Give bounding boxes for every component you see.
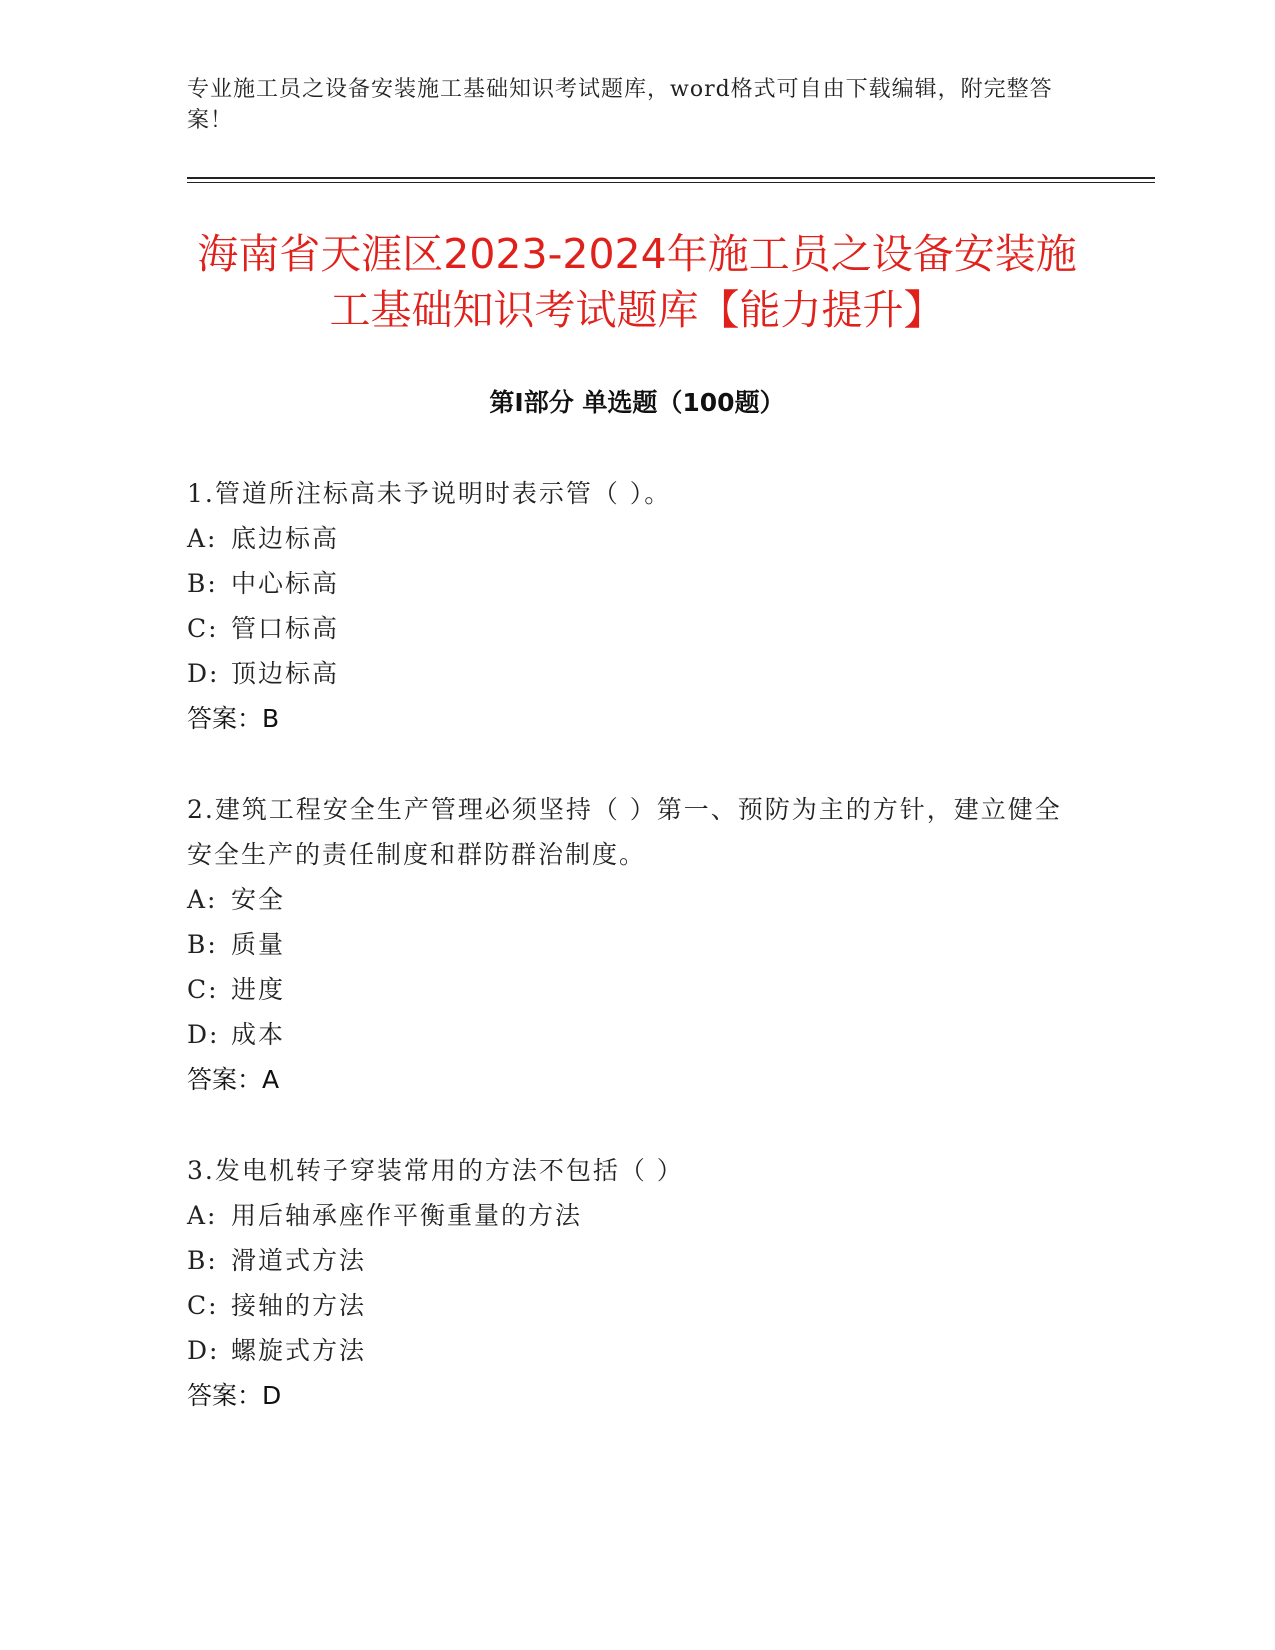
option-text: 成本	[231, 1020, 286, 1049]
question-3	[187, 1148, 1087, 1418]
option-a	[187, 516, 1087, 561]
option-letter: A:	[187, 524, 218, 553]
answer: 答案：D	[187, 1381, 282, 1410]
option-letter: C:	[187, 1291, 219, 1320]
option-text: 用后轴承座作平衡重量的方法	[231, 1201, 583, 1230]
option-text: 质量	[231, 930, 286, 959]
section-title: 第Ⅰ部分 单选题（100题）	[489, 388, 785, 417]
option-a	[187, 1193, 1087, 1238]
question-1	[187, 471, 1087, 741]
option-letter: B:	[187, 930, 218, 959]
option-text: 接轴的方法	[231, 1291, 367, 1320]
option-text: 滑道式方法	[231, 1246, 367, 1275]
answer: 答案：A	[187, 1065, 280, 1094]
option-b	[187, 1238, 1087, 1283]
option-c	[187, 1283, 1087, 1328]
option-d	[187, 651, 1087, 696]
option-d	[187, 1012, 1087, 1057]
option-c	[187, 606, 1087, 651]
option-letter: A:	[187, 1201, 218, 1230]
option-text: 螺旋式方法	[231, 1336, 367, 1365]
option-letter: D:	[187, 659, 220, 688]
header-note: 专业施工员之设备安装施工基础知识考试题库，word格式可自由下载编辑，附完整答案！	[187, 77, 1053, 133]
option-letter: D:	[187, 1336, 220, 1365]
option-b	[187, 561, 1087, 606]
answer: 答案：B	[187, 704, 280, 733]
option-text: 进度	[231, 975, 286, 1004]
option-letter: B:	[187, 569, 218, 598]
option-c	[187, 967, 1087, 1012]
option-b	[187, 922, 1087, 967]
option-text: 顶边标高	[231, 659, 340, 688]
question-stem: 1.管道所注标高未予说明时表示管（ ）。	[187, 479, 672, 508]
option-d	[187, 1328, 1087, 1373]
option-text: 管口标高	[231, 614, 340, 643]
header-rule-thick	[187, 177, 1155, 179]
option-text: 中心标高	[231, 569, 340, 598]
option-letter: C:	[187, 975, 219, 1004]
option-letter: B:	[187, 1246, 218, 1275]
option-a	[187, 877, 1087, 922]
document-title: 海南省天涯区2023-2024年施工员之设备安装施工基础知识考试题库【能力提升】	[197, 230, 1077, 334]
header-rule-thin	[187, 182, 1155, 183]
option-letter: A:	[187, 885, 218, 914]
option-letter: D:	[187, 1020, 220, 1049]
option-letter: C:	[187, 614, 219, 643]
question-2	[187, 787, 1087, 1102]
question-stem: 3.发电机转子穿装常用的方法不包括（ ）	[187, 1156, 684, 1185]
option-text: 底边标高	[231, 524, 340, 553]
option-text: 安全	[231, 885, 286, 914]
question-stem: 2.建筑工程安全生产管理必须坚持（ ）第一、预防为主的方针，建立健全安全生产的责任制度和群防群治制度。	[187, 795, 1062, 869]
